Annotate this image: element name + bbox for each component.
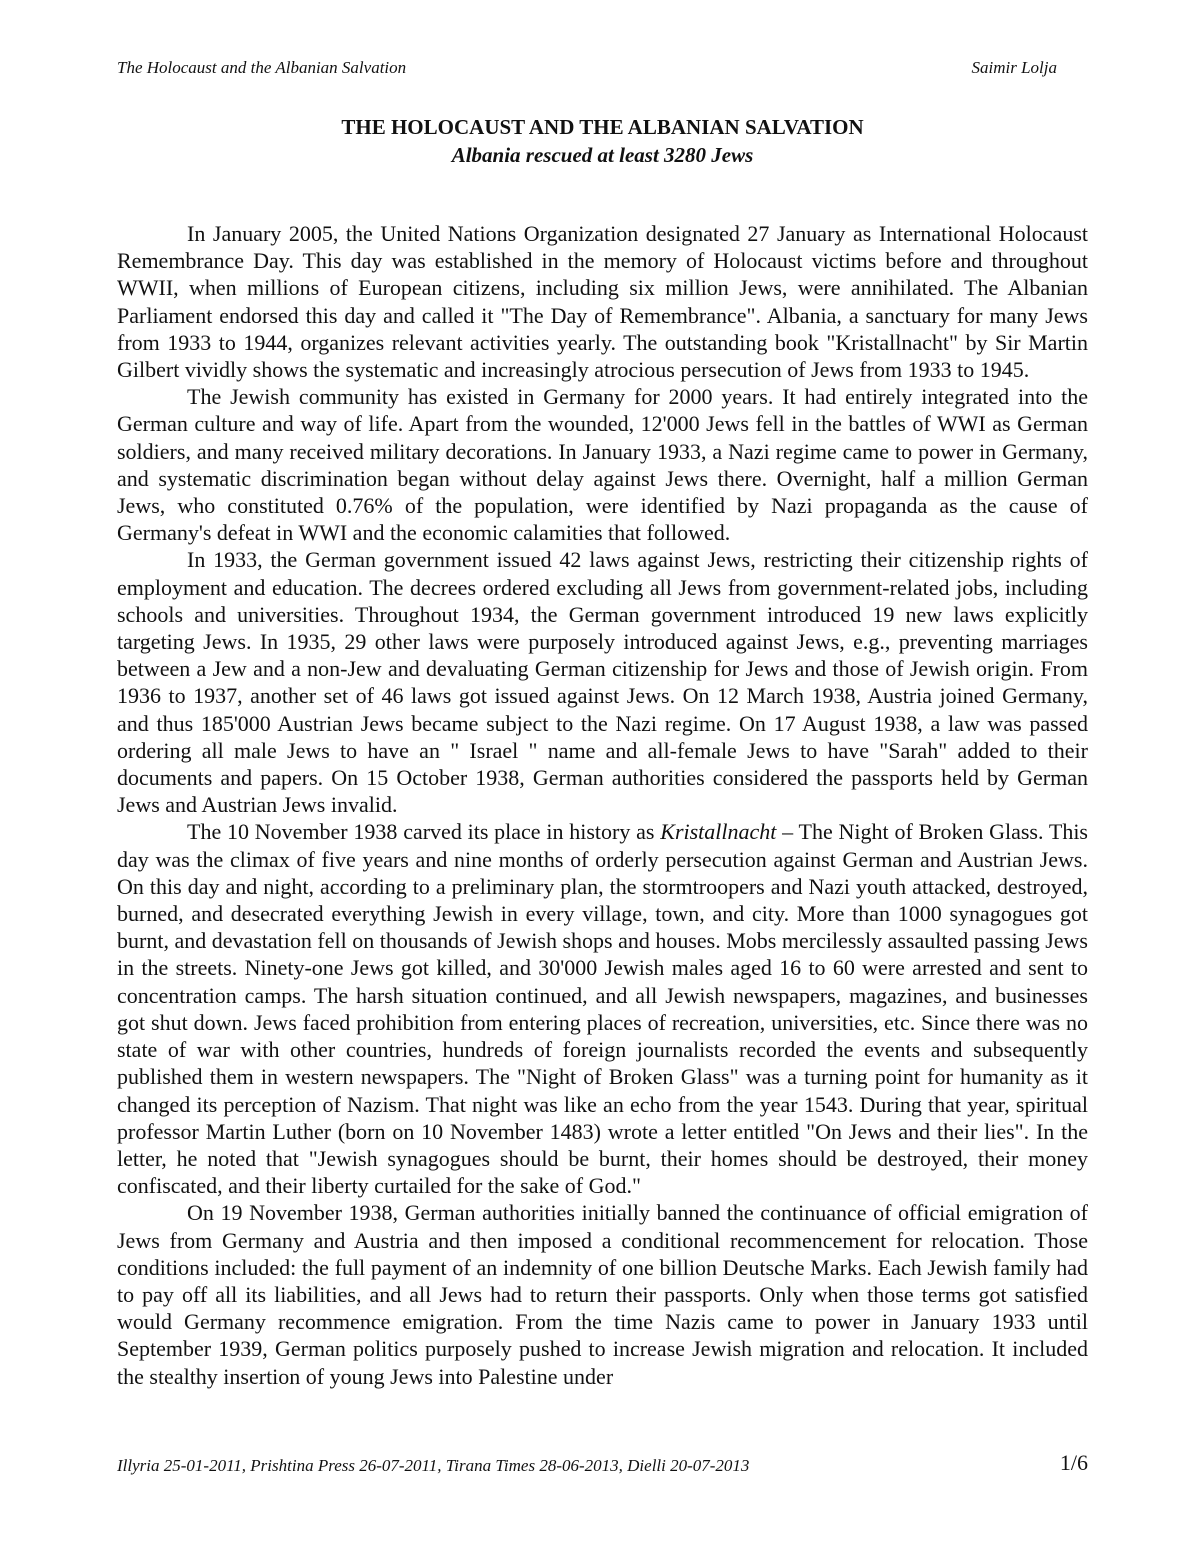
page-footer [117,1450,1088,1476]
paragraph-5: On 19 November 1938, German authorities initially banned the continuance of official emigration of Jews from Germany and Austria and then imposed a conditional recommencement for relocation. Those conditions included: the full payment of an indemnity of one billion Deutsche Marks. Each Jewish family had to pay off all its liabilities, and all Jews had to return their passports. Only when those terms got satisfied would Germany recommence emigration. From the time Nazis came to power in January 1933 until September 1939, German politics purposely pushed to increase Jewish migration and relocation. It included the stealthy insertion of young Jews into Palestine under [117,1200,1088,1389]
paragraph-4-rest: – The Night of Broken Glass. This day was the climax of five years and nine months of orderly persecution against German and Austrian Jews. On this day and night, according to a preliminary plan, the stormtroopers and Nazi youth attacked, destroyed, burned, and desecrated everything Jewish in every village, town, and city. More than 1000 synagogues got burnt, and devastation fell on thousands of Jewish shops and houses. Mobs mercilessly assaulted passing Jews in the streets. Ninety-one Jews got killed, and 30'000 Jewish males aged 16 to 60 were arrested and sent to concentration camps. The harsh situation continued, and all Jewish newspapers, magazines, and businesses got shut down. Jews faced prohibition from entering places of recreation, universities, etc. Since there was no state of war with other countries, hundreds of foreign journalists recorded the events and subsequently published them in western newspapers. The "Night of Broken Glass" was a turning point for humanity as it changed its perception of Nazism. That night was like an echo from the year 1543. During that year, spiritual professor Martin Luther (born on 10 November 1483) wrote a letter entitled "On Jews and their lies". In the letter, he noted that "Jewish synagogues should be burnt, their homes should be destroyed, their money confiscated, and their liberty curtailed for the sake of God." [117,819,1088,1199]
paragraph-3: In 1933, the German government issued 42 laws against Jews, restricting their citizenship rights of employment and education. The decrees ordered excluding all Jews from government-related jobs, including schools and universities. Throughout 1934, the German government introduced 19 new laws explicitly targeting Jews. In 1935, 29 other laws were purposely introduced against Jews, e.g., preventing marriages between a Jew and a non-Jew and devaluating German citizenship for Jews and those of Jewish origin. From 1936 to 1937, another set of 46 laws got issued against Jews. On 12 March 1938, Austria joined Germany, and thus 185'000 Austrian Jews became subject to the Nazi regime. On 17 August 1938, a law was passed ordering all male Jews to have an " Israel " name and all-female Jews to have "Sarah" added to their documents and papers. On 15 October 1938, German authorities considered the passports held by German Jews and Austrian Jews invalid. [117,547,1088,818]
header-author: Saimir Lolja [971,58,1057,77]
running-header [117,58,1057,78]
header-document-title: The Holocaust and the Albanian Salvation [117,58,407,77]
paragraph-4-intro: The 10 November 1938 carved its place in history as [187,819,661,845]
paragraph-2: The Jewish community has existed in Germany for 2000 years. It had entirely integrated into the German culture and way of life. Apart from the wounded, 12'000 Jews fell in the battles of WWI as German soldiers, and many received military decorations. In January 1933, a Nazi regime came to power in Germany, and systematic discrimination began without delay against Jews there. Overnight, half a million German Jews, who constituted 0.76% of the population, were identified by Nazi propaganda as the cause of Germany's defeat in WWI and the economic calamities that followed. [117,384,1088,546]
kristallnacht-term: Kristallnacht [660,819,777,845]
article-body [117,220,1088,1390]
title-block [117,113,1088,169]
page-title: THE HOLOCAUST AND THE ALBANIAN SALVATION [341,115,864,139]
footer-publication-sources: Illyria 25-01-2011, Prishtina Press 26-07-2011, Tirana Times 28-06-2013, Dielli 20-07-2013 [117,1456,750,1475]
paragraph-1: In January 2005, the United Nations Organization designated 27 January as International Holocaust Remembrance Day. This day was established in the memory of Holocaust victims before and throughout WWII, when millions of European citizens, including six million Jews, were annihilated. The Albanian Parliament endorsed this day and called it "The Day of Remembrance". Albania, a sanctuary for many Jews from 1933 to 1944, organizes relevant activities yearly. The outstanding book "Kristallnacht" by Sir Martin Gilbert vividly shows the systematic and increasingly atrocious persecution of Jews from 1933 to 1945. [117,221,1088,383]
page-number: 1/6 [1059,1450,1088,1475]
paragraph-4 [117,818,1088,1199]
page-subtitle: Albania rescued at least 3280 Jews [451,143,754,167]
